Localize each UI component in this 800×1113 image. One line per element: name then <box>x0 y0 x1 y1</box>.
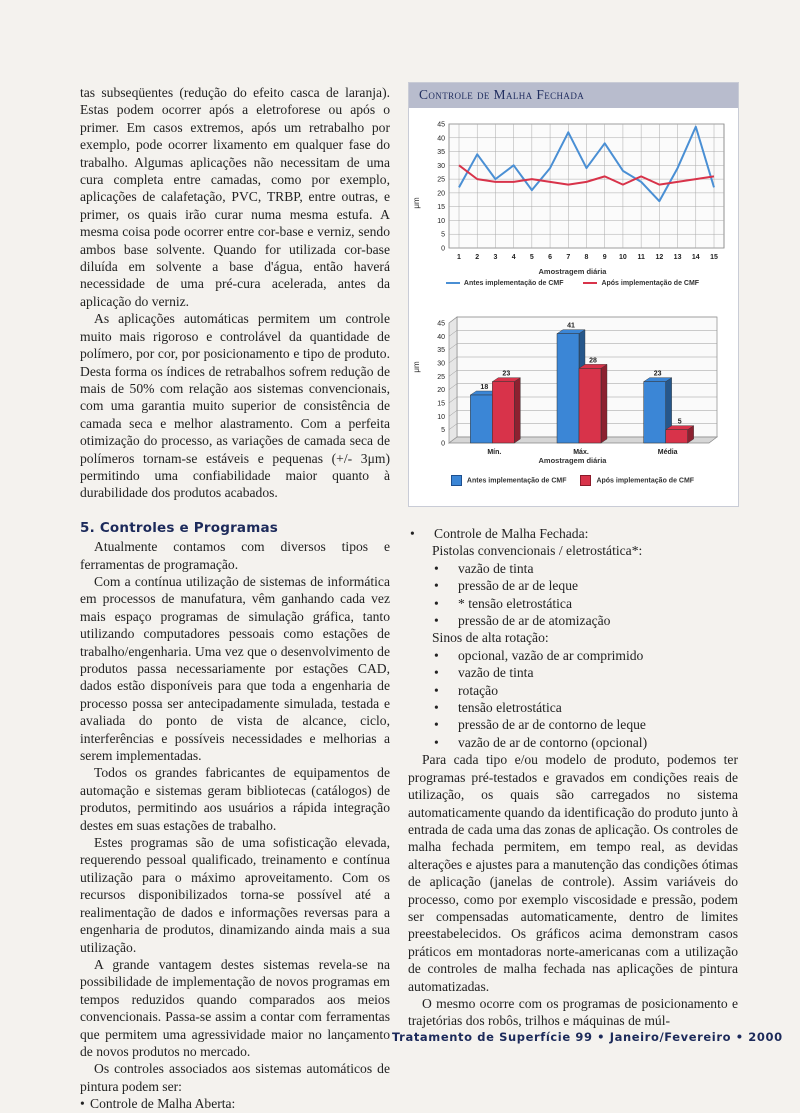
line-chart <box>409 108 736 268</box>
x-tick-label: 15 <box>710 254 718 261</box>
y-tick-label: 5 <box>441 427 445 435</box>
y-tick-label: 40 <box>437 333 445 341</box>
data-label: 41 <box>567 322 575 330</box>
line-chart-x-ticks <box>457 254 718 261</box>
legend-label: Após implementação de CMF <box>601 280 700 287</box>
y-tick-label: 20 <box>437 387 445 395</box>
paragraph: Para cada tipo e/ou modelo de produto, podemos ter programas pré-testados e gravados em condições reais de utilização, os quais são carregados no sistema automaticamente quando da identificação do produto junto à entrada de cada uma das zonas de aplicação. Os controles de malha fechada permitem, em tempo real, as devidas alterações e ajustes para a manutenção das condições ótimas de aplicação (janelas de controle). Assim variáveis do processo, como por exemplo viscosidade e pressão, podem ser compensadas automaticamente, dentro de limites preestabelecidos. Os gráficos acima demonstram casos práticos em montadoras norte-americanas com a utilização de controles de malha fechada nas aplicações de pintura automatizadas. <box>408 752 738 994</box>
data-label: 28 <box>589 357 597 365</box>
legend-swatch-apos <box>580 475 591 486</box>
list-item: • rotação <box>432 682 738 699</box>
list-item: • opcional, vazão de ar comprimido <box>432 647 738 664</box>
x-tick-label: 14 <box>691 254 700 261</box>
category-label: Mín. <box>487 449 502 456</box>
legend-label: Antes implementação de CMF <box>463 280 564 287</box>
y-tick-label: 20 <box>437 190 445 198</box>
bar-apos-side <box>514 378 520 443</box>
figure-title: Controle de Malha Fechada <box>409 83 738 108</box>
bar-chart-ylabel: μm <box>412 361 421 373</box>
list-item: • pressão de ar de contorno de leque <box>432 716 738 733</box>
x-tick-label: 13 <box>673 254 682 261</box>
bar-chart-xlabel: Amostragem diária <box>538 456 607 465</box>
legend-label: Após implementação de CMF <box>596 477 695 485</box>
figure-box <box>408 82 739 507</box>
paragraph: O mesmo ocorre com os programas de posicionamento e trajetórias dos robôs, trilhos e máquinas de múl- <box>408 995 738 1029</box>
list-item: • Controle de Malha Fechada: <box>408 525 738 542</box>
category-label: Média <box>657 449 678 456</box>
bullet-list-sinos <box>408 647 738 751</box>
line-chart-xlabel-html: Amostragem diária <box>538 267 607 276</box>
paragraph: Estes programas são de uma sofisticação elevada, requerendo pessoal qualificado, treinamento e contínua utilização para o máximo aproveitamento. Com os recursos disponibilizados torna-se possível até a realimentação de dados e informações reversas para a engenharia de produtos, dinamizando ainda mais a sua utilização. <box>80 835 390 955</box>
y-tick-label: 10 <box>437 217 445 225</box>
y-tick-label: 30 <box>437 360 445 368</box>
bar-apos <box>666 430 688 443</box>
paragraph: tas subseqüentes (redução do efeito casca de laranja). Estas podem ocorrer após a eletroforese ou após o primer. Em casos extremos, após um retrabalho por exemplo, pode ocorrer lixamento em qualquer fase do trabalho. Algumas aplicações não necessitam de uma cura completa entre camadas, como por exemplo, aplicações de calafetação, PVC, TRBP, entre outras, e primer, os quais irão curar numa mesma estufa. A mesma coisa pode ocorrer entre cor-base e verniz, sendo ambos base solvente. Quando for utilizada cor-base diluída em solvente a base d'água, então haverá necessidade de uma pré-cura acelerada, antes da aplicação do verniz. <box>80 85 390 309</box>
list-item: • Controle de Malha Aberta: <box>80 1095 390 1112</box>
data-label: 5 <box>677 418 682 426</box>
y-tick-label: 25 <box>437 176 445 184</box>
bar-apos <box>579 368 601 443</box>
y-tick-label: 15 <box>437 400 445 408</box>
paragraph: A grande vantagem destes sistemas revela-se na possibilidade de implementação de novos programas em tempos reduzidos quando comparados aos meios convencionais. Passa-se assim a contar com ferramentas que permitem uma agressividade maior no lançamento de novos produtos no mercado. <box>80 956 390 1059</box>
subheading: Pistolas convencionais / eletrostática*: <box>432 543 643 559</box>
bar-chart-y-ticks <box>437 321 445 448</box>
paragraph: Todos os grandes fabricantes de equipamentos de automação e sistemas geram bibliotecas (catálogos) de produtos, permitindo aos usuários a rápida integração destes em suas estações de trabalho. <box>80 765 390 833</box>
list-item: • pressão de ar de atomização <box>432 612 738 629</box>
bar-antes <box>557 334 579 443</box>
y-tick-label: 30 <box>437 162 445 170</box>
side-wall <box>449 317 457 443</box>
bullet-list <box>408 525 738 542</box>
x-tick-label: 5 <box>529 254 534 261</box>
data-label: 23 <box>502 370 511 378</box>
data-label: 23 <box>653 370 662 378</box>
y-tick-label: 15 <box>437 204 445 212</box>
x-tick-label: 6 <box>548 254 553 261</box>
y-tick-label: 5 <box>441 231 445 239</box>
y-tick-label: 35 <box>437 149 445 157</box>
x-tick-label: 9 <box>602 254 607 261</box>
legend-line-apos <box>583 282 597 284</box>
bar-antes <box>644 382 666 443</box>
list-item: • tensão eletrostática <box>432 699 738 716</box>
x-tick-label: 3 <box>493 254 498 261</box>
bullet-list <box>80 1095 390 1112</box>
x-tick-label: 10 <box>619 254 627 261</box>
left-column <box>80 84 390 1113</box>
x-tick-label: 7 <box>566 254 571 261</box>
right-column <box>408 525 738 1030</box>
legend-line-antes <box>446 282 460 284</box>
x-tick-label: 2 <box>475 254 480 261</box>
section-heading: 5. Controles e Programas <box>80 519 279 536</box>
x-tick-label: 8 <box>584 254 589 261</box>
legend-label: Antes implementação de CMF <box>466 477 567 485</box>
y-tick-label: 45 <box>437 121 445 129</box>
page-footer <box>392 1030 783 1044</box>
y-tick-label: 0 <box>441 440 445 448</box>
paragraph: Os controles associados aos sistemas automáticos de pintura podem ser: <box>80 1061 390 1094</box>
bar-chart <box>409 305 736 465</box>
list-item: • pressão de ar de leque <box>432 577 738 594</box>
footer-text: Tratamento de Superfície 99 • Janeiro/Fevereiro • 2000 <box>392 1030 783 1044</box>
line-chart-ylabel: μm <box>412 197 421 209</box>
line-chart-y-ticks <box>437 122 445 253</box>
list-item: • vazão de tinta <box>432 664 738 681</box>
y-tick-label: 0 <box>441 245 445 253</box>
line-chart-grid <box>449 124 724 248</box>
x-tick-label: 1 <box>457 254 461 261</box>
y-tick-label: 25 <box>437 373 445 381</box>
line-chart-legend <box>409 280 736 287</box>
y-tick-label: 45 <box>437 320 445 328</box>
category-label: Máx. <box>573 449 589 456</box>
x-tick-label: 11 <box>637 254 645 261</box>
list-item: • * tensão eletrostática <box>432 595 738 612</box>
bar-apos-side <box>601 364 607 443</box>
y-tick-label: 35 <box>437 347 445 355</box>
paragraph: As aplicações automáticas permitem um controle muito mais rigoroso e controlável da quantidade de polímero, por cor, por posicionamento e tipo de produto. Desta forma os índices de retrabalhos sofrem redução de mais de 50% com relação aos sistemas convencionais, com uma garantia muito superior de consistência de camada seca e melhor alastramento. Com a perfeita otimização do processo, as variações de camada seca de polímeros tornam-se estáveis e pequenas (+/- 3μm) permitindo uma confiabilidade maior quanto à durabilidade dos produtos acabados. <box>80 311 390 501</box>
x-tick-label: 4 <box>511 254 516 261</box>
bar-chart-legend <box>409 475 736 486</box>
subheading: Sinos de alta rotação: <box>432 630 549 646</box>
x-tick-label: 12 <box>655 254 664 261</box>
bar-apos <box>492 382 514 443</box>
y-tick-label: 40 <box>437 135 445 143</box>
data-label: 18 <box>480 384 489 391</box>
y-tick-label: 10 <box>437 413 445 421</box>
legend-swatch-antes <box>451 475 462 486</box>
paragraph: Com a contínua utilização de sistemas de informática em processos de manufatura, vêm ganhando cada vez mais espaço programas de simulação gráfica, tanto utilizando computadores pessoais como estações de trabalho/engenharia. Uma vez que o desenvolvimento de produtos passa necessariamente por estações CAD, dados estão disponíveis para que toda a engenharia de processo possa ser antecipadamente simulada, testada e avaliada do ponto de vista de alcance, ciclo, interferências e possíveis necessidades e melhorias a serem implementadas. <box>80 573 390 764</box>
bullet-list-pistolas <box>408 560 738 630</box>
list-item: • vazão de ar de contorno (opcional) <box>432 734 738 751</box>
list-item: • vazão de tinta <box>432 560 738 577</box>
paragraph: Atualmente contamos com diversos tipos e ferramentas de programação. <box>80 539 390 572</box>
bar-antes <box>470 395 492 443</box>
